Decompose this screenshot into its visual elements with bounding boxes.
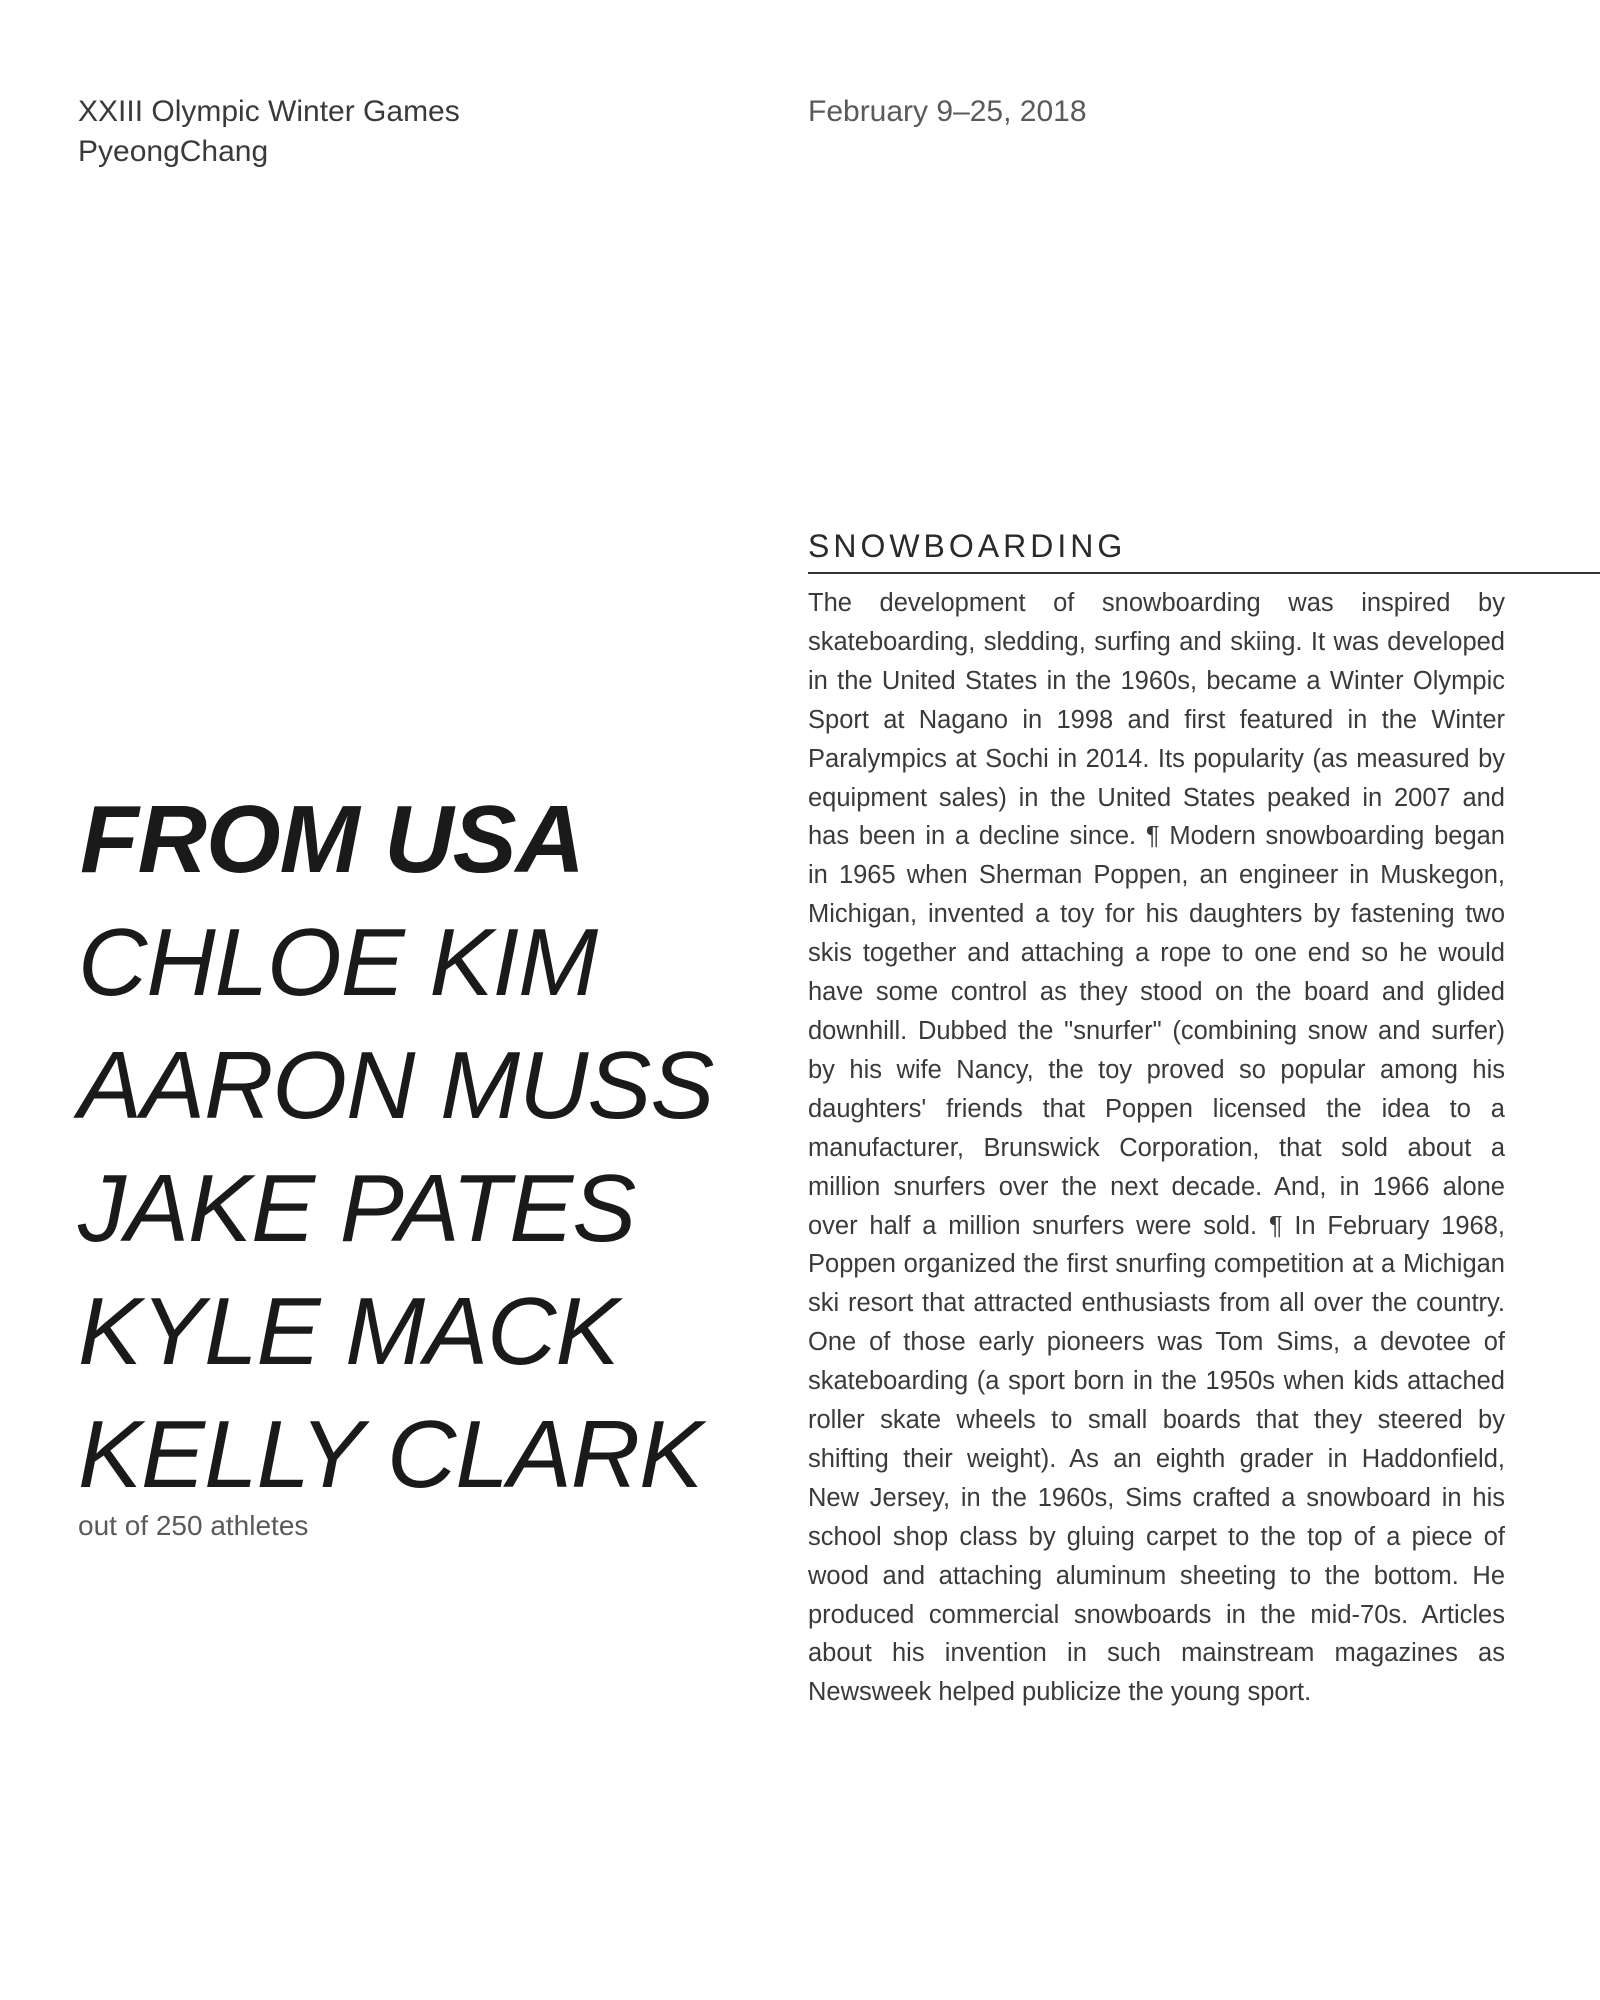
- section-divider: [808, 572, 1600, 574]
- event-name: XXIII Olympic Winter Games: [78, 95, 460, 128]
- event-title: [78, 92, 460, 172]
- athlete-name: CHLOE KIM: [78, 909, 598, 1016]
- athlete-name: KYLE MACK: [78, 1278, 619, 1385]
- athlete-count-note: out of 250 athletes: [78, 1510, 309, 1541]
- athlete-name: AARON MUSS: [78, 1032, 714, 1139]
- athlete-name: KELLY CLARK: [78, 1401, 703, 1508]
- headline: FROM USA: [80, 786, 584, 893]
- event-dates: February 9–25, 2018: [808, 95, 1087, 128]
- event-location: PyeongChang: [78, 135, 269, 168]
- section-title: SNOWBOARDING: [808, 528, 1127, 564]
- article-body: The development of snowboarding was inspired by skateboarding, sledding, surfing and skiing. It was developed in the United States in the 1960s, became a Winter Olympic Sport at Nagano in 1998 and first featured in the Winter Paralympics at Sochi in 2014. Its popularity (as measured by equipment sales) in the United States peaked in 2007 and has been in a decline since. ¶ Modern snowboarding began in 1965 when Sherman Poppen, an engineer in Muskegon, Michigan, invented a toy for his daughters by fastening two skis together and attaching a rope to one end so he would have some control as they stood on the board and glided downhill. Dubbed the "snurfer" (combining snow and surfer) by his wife Nancy, the toy proved so popular among his daughters' friends that Poppen licensed the idea to a manufacturer, Brunswick Corporation, that sold about a million snurfers over the next decade. And, in 1966 alone over half a million snurfers were sold. ¶ In February 1968, Poppen organized the first snurfing competition at a Michigan ski resort that attracted enthusiasts from all over the country. One of those early pioneers was Tom Sims, a devotee of skateboarding (a sport born in the 1950s when kids attached roller skate wheels to small boards that they steered by shifting their weight). As an eighth grader in Haddonfield, New Jersey, in the 1960s, Sims crafted a snowboard in his school shop class by gluing carpet to the top of a piece of wood and attaching aluminum sheeting to the bottom. He produced commercial snowboards in the mid-70s. Articles about his invention in such mainstream magazines as Newsweek helped publicize the young sport.: [808, 589, 1505, 1707]
- athlete-list: [78, 901, 713, 1516]
- athlete-name: JAKE PATES: [78, 1155, 636, 1262]
